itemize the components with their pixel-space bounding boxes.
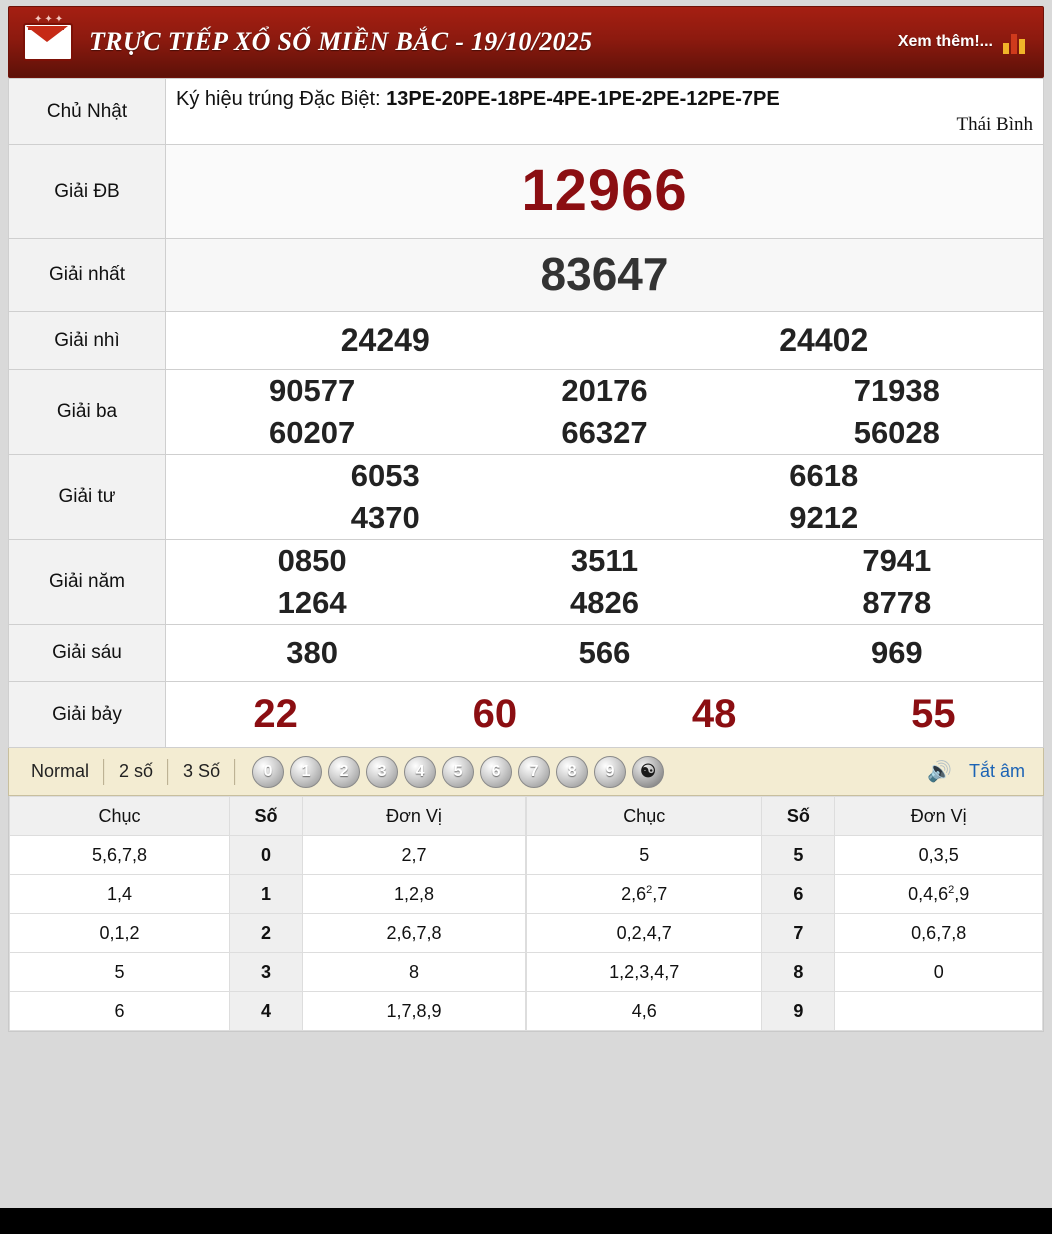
cell-so: 1	[230, 875, 303, 914]
prize-number: 9212	[789, 500, 859, 535]
prize-number: 3511	[570, 543, 639, 578]
table-row	[527, 953, 1043, 992]
prize-label-sixth: Giải sáu	[9, 625, 166, 682]
digit-filter-5[interactable]: 5	[442, 756, 474, 788]
cell-chuc: 6	[10, 992, 230, 1031]
prize-number: 566	[578, 635, 631, 670]
cell-chuc: 5,6,7,8	[10, 836, 230, 875]
prize-number: 1264	[277, 585, 347, 620]
cell-donvi: 2,7	[303, 836, 526, 875]
col-header-chuc: Chục	[10, 797, 230, 836]
superscript: 2	[646, 883, 653, 896]
cell-so: 3	[230, 953, 303, 992]
prize-values-fifth	[166, 540, 1044, 625]
cell-so: 5	[762, 836, 835, 875]
bar-chart-icon[interactable]	[1003, 30, 1029, 54]
prize-row	[166, 625, 1043, 681]
prize-values-second	[166, 312, 1044, 370]
table-row	[527, 875, 1043, 914]
prize-values-fourth	[166, 455, 1044, 540]
table-row	[10, 836, 526, 875]
prize-number: 969	[870, 635, 923, 670]
results-table	[8, 78, 1044, 748]
table-row	[9, 370, 1044, 455]
prize-label-third: Giải ba	[9, 370, 166, 455]
table-row	[10, 875, 526, 914]
prize-number: 66327	[561, 415, 648, 450]
cell-donvi: 0,3,5	[835, 836, 1043, 875]
digit-filter-0[interactable]: 0	[252, 756, 284, 788]
superscript: 2	[948, 883, 955, 896]
page-title: TRỰC TIẾP XỔ SỐ MIỀN BẮC - 19/10/2025	[89, 27, 593, 56]
table-row	[10, 953, 526, 992]
weekday-label: Chủ Nhật	[9, 79, 166, 145]
prize-number: 0850	[277, 543, 347, 578]
digit-filter-3[interactable]: 3	[366, 756, 398, 788]
cell-so: 7	[762, 914, 835, 953]
prize-row	[166, 682, 1043, 747]
digit-filter-6[interactable]: 6	[480, 756, 512, 788]
digit-filter-2[interactable]: 2	[328, 756, 360, 788]
divider	[167, 759, 169, 785]
cell-chuc: 1,2,3,4,7	[527, 953, 762, 992]
prize-number: 12966	[521, 158, 688, 223]
table-row	[9, 79, 1044, 145]
prize-label-db: Giải ĐB	[9, 145, 166, 239]
col-header-donvi: Đơn Vị	[835, 797, 1043, 836]
cell-donvi: 2,6,7,8	[303, 914, 526, 953]
prize-number: 20176	[561, 373, 648, 408]
table-row	[9, 455, 1044, 540]
cell-chuc: 5	[10, 953, 230, 992]
digit-filter-8[interactable]: 8	[556, 756, 588, 788]
filter-toolbar	[8, 748, 1044, 796]
mode-two-digit-button[interactable]: 2 số	[119, 761, 154, 781]
table-row	[9, 145, 1044, 239]
prize-values-third	[166, 370, 1044, 455]
app-header	[8, 6, 1044, 78]
table-row	[9, 312, 1044, 370]
mute-label: Tắt âm	[968, 761, 1025, 781]
prize-row	[166, 370, 1043, 412]
cell-chuc: 5	[527, 836, 762, 875]
cell-donvi: 0	[835, 953, 1043, 992]
cell-so: 8	[762, 953, 835, 992]
prize-number: 90577	[269, 373, 356, 408]
prize-number: 6053	[350, 458, 420, 493]
divider	[103, 759, 105, 785]
yin-yang-icon[interactable]: ☯	[632, 756, 664, 788]
digit-filter-7[interactable]: 7	[518, 756, 550, 788]
col-header-so: Số	[230, 797, 303, 836]
prize-number: 48	[691, 692, 737, 736]
prize-values-seventh	[166, 682, 1044, 748]
col-header-donvi: Đơn Vị	[303, 797, 526, 836]
prize-values-db	[166, 145, 1044, 239]
prize-row	[166, 312, 1043, 369]
mute-button[interactable]	[927, 759, 1033, 785]
prize-number: 83647	[540, 248, 669, 300]
prize-row	[166, 582, 1043, 624]
prize-row	[166, 412, 1043, 454]
prize-number: 6618	[789, 458, 859, 493]
table-row	[527, 992, 1043, 1031]
cell-chuc: 1,4	[10, 875, 230, 914]
cell-so: 6	[762, 875, 835, 914]
prize-number: 56028	[853, 415, 940, 450]
prize-row	[166, 540, 1043, 582]
prize-row	[166, 455, 1043, 497]
cell-donvi: 0,4,6$^2$,9	[835, 875, 1043, 914]
prize-number: 60207	[269, 415, 356, 450]
table-row	[9, 239, 1044, 312]
cell-chuc: 0,1,2	[10, 914, 230, 953]
prize-number: 24402	[779, 322, 869, 358]
prize-number: 380	[286, 635, 339, 670]
cell-chuc: 0,2,4,7	[527, 914, 762, 953]
mail-icon	[23, 14, 73, 61]
digit-filter-9[interactable]: 9	[594, 756, 626, 788]
cell-donvi: 0,6,7,8	[835, 914, 1043, 953]
special-code-value: 13PE-20PE-18PE-4PE-1PE-2PE-12PE-7PE	[386, 88, 780, 110]
cell-so: 0	[230, 836, 303, 875]
prize-values-first	[166, 239, 1044, 312]
cell-donvi: 1,7,8,9	[303, 992, 526, 1031]
prize-label-first: Giải nhất	[9, 239, 166, 312]
summary-table-right	[526, 796, 1043, 1031]
cell-donvi	[835, 992, 1043, 1031]
cell-chuc: 4,6	[527, 992, 762, 1031]
prize-label-second: Giải nhì	[9, 312, 166, 370]
cell-donvi: 8	[303, 953, 526, 992]
prize-label-seventh: Giải bảy	[9, 682, 166, 748]
see-more-link[interactable]: Xem thêm!...	[897, 33, 993, 50]
mode-normal-button[interactable]: Normal	[31, 761, 90, 781]
special-code-cell	[166, 79, 1044, 145]
prize-label-fifth: Giải năm	[9, 540, 166, 625]
table-header-row	[527, 797, 1043, 836]
table-row	[9, 682, 1044, 748]
table-row	[9, 540, 1044, 625]
divider	[234, 759, 236, 785]
prize-row	[166, 497, 1043, 539]
speaker-icon: 🔊	[926, 760, 952, 783]
cell-chuc: $2,6^2,7$	[527, 875, 762, 914]
prize-number: 24249	[340, 322, 430, 358]
prize-label-fourth: Giải tư	[9, 455, 166, 540]
digit-filter-1[interactable]: 1	[290, 756, 322, 788]
prize-number: 22	[253, 692, 298, 736]
cell-donvi: 1,2,8	[303, 875, 526, 914]
cell-so: 4	[230, 992, 303, 1031]
cell-so: 9	[762, 992, 835, 1031]
sparkle-icon: ✦✦✦	[34, 14, 66, 25]
prize-number: 55	[911, 692, 956, 736]
province-label: Thái Bình	[956, 114, 1033, 135]
table-row	[527, 914, 1043, 953]
prize-number: 4370	[350, 500, 420, 535]
device-bottom-bar	[0, 1208, 1052, 1234]
mode-three-digit-button[interactable]: 3 Số	[183, 761, 221, 781]
prize-values-sixth	[166, 625, 1044, 682]
summary-table-left	[9, 796, 526, 1031]
prize-number: 4826	[570, 585, 639, 620]
table-row	[527, 836, 1043, 875]
col-header-chuc: Chục	[527, 797, 762, 836]
digit-filter-group	[238, 756, 664, 788]
table-row	[10, 992, 526, 1031]
cell-so: 2	[230, 914, 303, 953]
prize-number: 8778	[862, 585, 932, 620]
col-header-so: Số	[762, 797, 835, 836]
table-row	[10, 914, 526, 953]
table-header-row	[10, 797, 526, 836]
table-row	[9, 625, 1044, 682]
summary-tables	[8, 796, 1044, 1032]
prize-number: 7941	[862, 543, 932, 578]
header-actions	[898, 30, 1029, 54]
prize-number: 71938	[853, 373, 940, 408]
special-code-prefix: Ký hiệu trúng Đặc Biệt:	[176, 88, 381, 110]
special-code-text	[176, 87, 1033, 112]
prize-number: 60	[472, 692, 518, 736]
envelope-flap	[26, 26, 68, 42]
digit-filter-4[interactable]: 4	[404, 756, 436, 788]
